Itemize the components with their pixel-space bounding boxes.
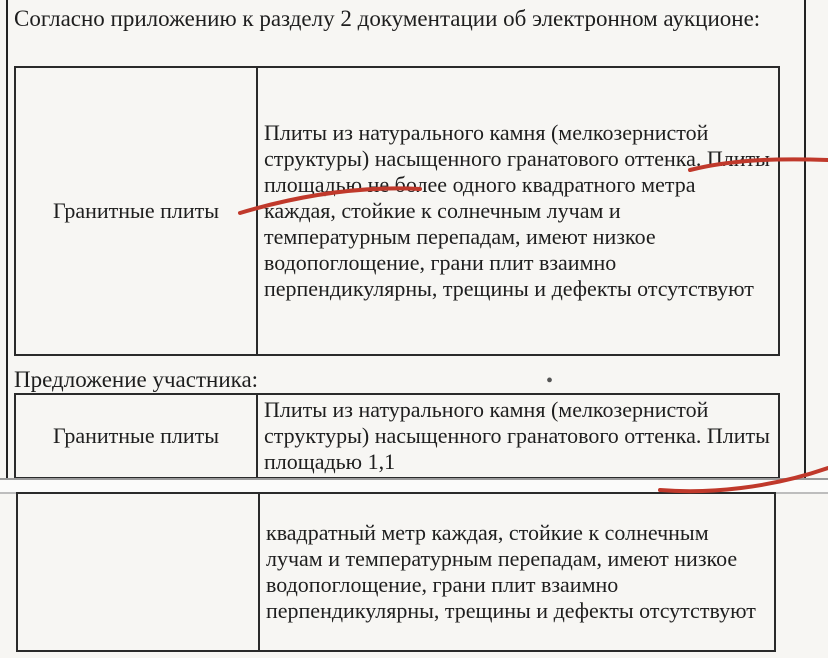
scan-speck: • [546, 370, 554, 392]
table-row [15, 67, 779, 355]
table-row [15, 394, 779, 478]
offer-name-cell-empty [17, 493, 259, 651]
offer-name-cell: Гранитные плиты [15, 394, 257, 478]
requirement-description-cell: Плиты из натурального камня (мелкозернистой структуры) насыщенного гранатового оттенка. Плиты площадью не более одного квадратного метра каждая, стойкие к солнечным лучам и температурным перепадам, имеют низкое водопоглощение, грани плит взаимно перпендикулярны, трещины и дефекты отсутствуют [257, 67, 779, 355]
offer-heading: Предложение участника: [14, 367, 259, 392]
offer-table [14, 393, 780, 479]
offer-description-cell-part2: квадратный метр каждая, стойкие к солнечным лучам и температурным перепадам, имеют низкое водопоглощение, грани плит взаимно перпендикулярны, трещины и дефекты отсутствуют [259, 493, 775, 651]
table-row [17, 493, 775, 651]
page-frame-right [804, 0, 806, 480]
page-frame-left [6, 0, 8, 480]
offer-table-continuation [16, 492, 776, 652]
requirement-name-cell: Гранитные плиты [15, 67, 257, 355]
intro-paragraph: Согласно приложению к разделу 2 документации об электронном аукционе: [14, 6, 761, 31]
requirement-table [14, 66, 780, 356]
offer-description-cell-part1: Плиты из натурального камня (мелкозернистой структуры) насыщенного гранатового оттенка. Плиты площадью 1,1 [257, 394, 779, 478]
